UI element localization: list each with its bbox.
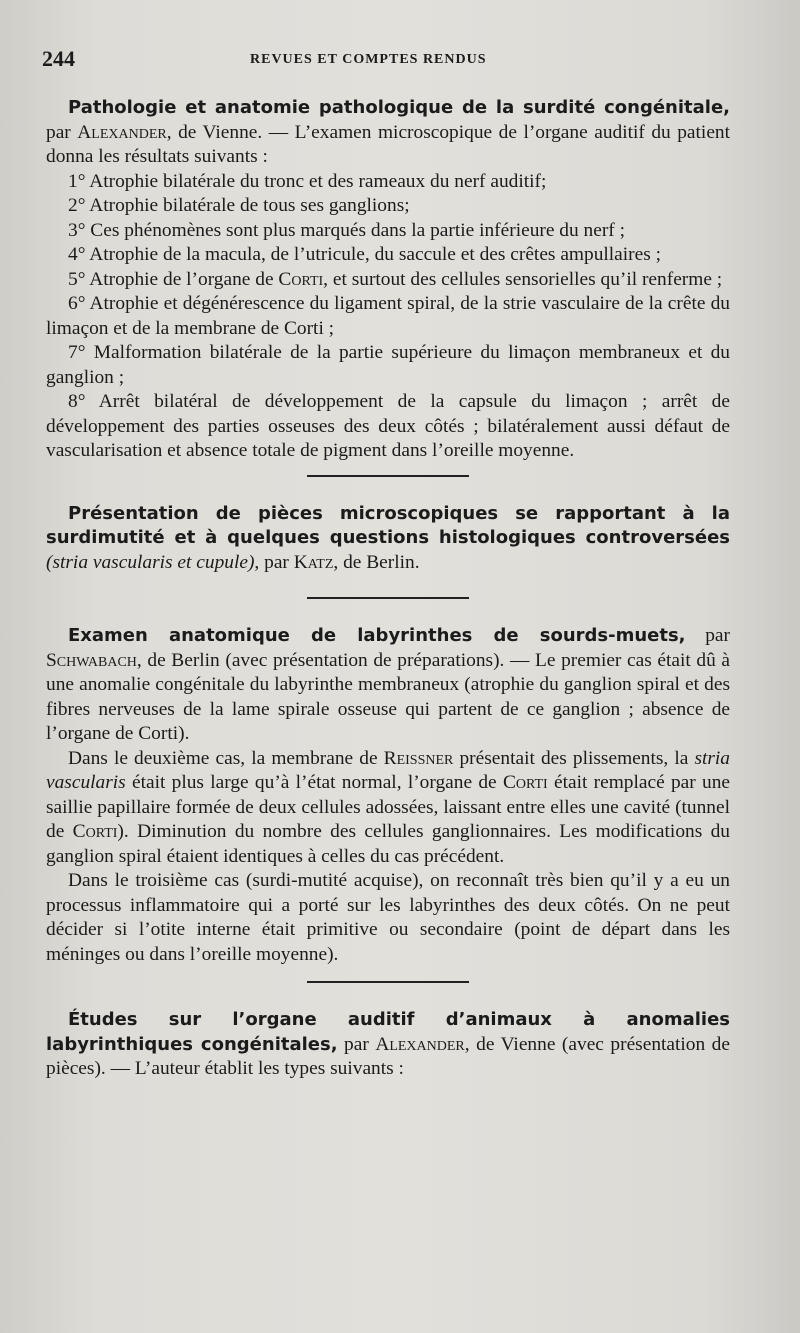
- list-item: [46, 268, 730, 293]
- list-item: 1° Atrophie bilatérale du tronc et des rameaux du nerf auditif;: [68, 170, 547, 192]
- section4-author: Alexander: [375, 1033, 465, 1055]
- item5-pre: 5° Atrophie de l’organe de: [68, 268, 279, 290]
- section1-author: Alexander: [77, 121, 167, 143]
- section3-paragraph3: Dans le troisième cas (surdi-mutité acquise), on reconnaît très bien qu’il y a eu un processus inflammatoire qui a porté sur les labyrinthes des deux côtés. On ne peut décider si l’otite interne était primitive ou secondaire (point de départ dans les méninges ou dans l’oreille moyenne).: [46, 870, 730, 965]
- list-item: 4° Atrophie de la macula, de l’utricule, du saccule et des crêtes ampullaires ;: [68, 244, 662, 265]
- section2-tail: , de Berlin.: [333, 551, 420, 573]
- p2-italic: stria vascularis: [46, 747, 730, 793]
- page-number: 244: [42, 46, 75, 71]
- section4-title: Études sur l’organe auditif d’animaux à anomalies labyrinthiques congénitales,: [46, 1009, 730, 1055]
- p2-a: Dans le deuxième cas, la membrane de: [68, 747, 384, 769]
- section3-paragraph2: [46, 747, 730, 870]
- section2-italic: (stria vascularis et cupule): [46, 551, 255, 573]
- p2-name1: Reissner: [383, 747, 454, 769]
- section-divider: [307, 475, 469, 477]
- section-divider: [307, 597, 469, 599]
- p2-name3: Corti: [72, 821, 118, 842]
- section1-intro-text: , de Vienne. — L’examen microscopique de l’organe auditif du patient donna les résultats suivants :: [46, 121, 731, 167]
- page-header: [42, 46, 760, 76]
- section4-pre: par: [337, 1033, 376, 1055]
- p2-d: était remplacé par une saillie papillaire formée de deux cellules adossées, laissant entre elles une cavité (tunnel de: [46, 772, 730, 842]
- section3-author: Schwabach: [46, 649, 137, 671]
- section3-paragraph1: [46, 624, 730, 747]
- section1-title: Pathologie et anatomie pathologique de la surdité congénitale,: [68, 97, 730, 118]
- section2-paragraph: [46, 502, 730, 576]
- p2-b: présentait des plissements, la: [453, 747, 695, 769]
- item5-name: Corti: [278, 268, 324, 290]
- list-item: 2° Atrophie bilatérale de tous ses ganglions;: [68, 195, 410, 216]
- section3-p1-text: , de Berlin (avec présentation de préparations). — Le premier cas était dû à une anomalie congénitale du labyrinthe membraneux (atrophie du ganglion spiral et des fibres nerveuses de la lame spirale osseuse qui partent de ce ganglion ; absence de l’organe de Corti).: [46, 649, 730, 744]
- section-divider: [307, 981, 469, 983]
- section4-post: , de Vienne (avec présentation de pièces). — L’auteur établit les types suivants :: [46, 1033, 730, 1079]
- section3-title-tail: par: [685, 625, 730, 646]
- section1-author-pre: par: [46, 121, 78, 143]
- section2-post: , par: [254, 551, 294, 573]
- item5-post: , et surtout des cellules sensorielles qu’il renferme ;: [323, 268, 723, 290]
- list-item: 6° Atrophie et dégénérescence du ligament spiral, de la strie vasculaire de la crête du limaçon et de la membrane de Corti ;: [46, 293, 730, 339]
- list-item: 7° Malformation bilatérale de la partie supérieure du limaçon membraneux et du ganglion ;: [46, 342, 730, 388]
- section2-author: Katz: [293, 551, 334, 573]
- section2-title: Présentation de pièces microscopiques se rapportant à la surdimutité et à quelques questions histologiques controversées: [46, 502, 730, 548]
- list-item: 3° Ces phénomènes sont plus marqués dans la partie inférieure du nerf ;: [68, 219, 625, 241]
- page-body: [46, 96, 730, 1082]
- list-item: 8° Arrêt bilatéral de développement de la capsule du limaçon ; arrêt de développement des parties osseuses des deux côtés ; bilatéralement aussi défaut de vascularisation et absence totale de pigment dans l’oreille moyenne.: [46, 391, 730, 461]
- section1-intro: [46, 96, 730, 170]
- p2-c: était plus large qu’à l’état normal, l’organe de: [125, 772, 503, 793]
- section3-title: Examen anatomique de labyrinthes de sourds-muets,: [68, 625, 686, 646]
- running-title: REVUES ET COMPTES RENDUS: [250, 52, 487, 67]
- p2-name2: Corti: [502, 772, 548, 793]
- p2-e: ). Diminution du nombre des cellules ganglionnaires. Les modifications du ganglion spiral étaient identiques à celles du cas précédent.: [46, 821, 730, 867]
- section4-paragraph: [46, 1008, 730, 1082]
